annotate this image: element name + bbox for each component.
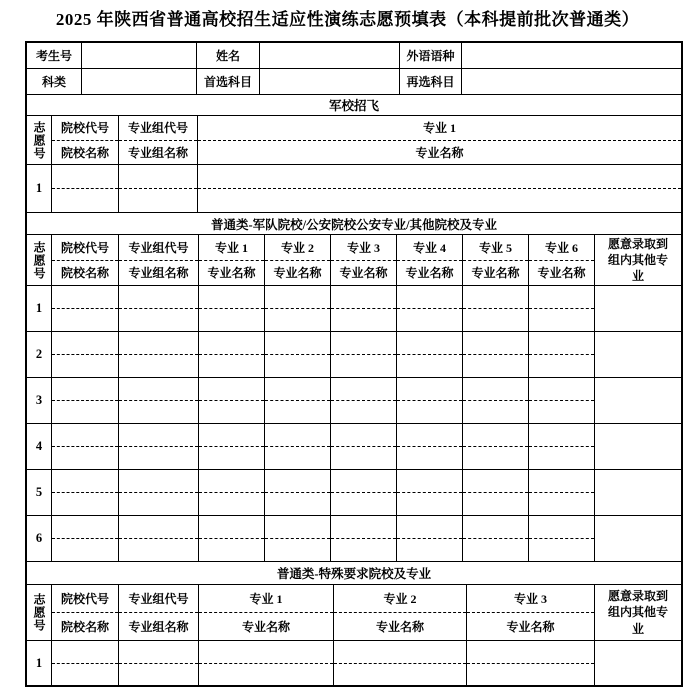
- major-fill-cell: [529, 424, 595, 470]
- major-fill-cell: [463, 516, 529, 562]
- accept-other-major-fill-cell: [595, 424, 681, 470]
- major-fill-cell: [463, 424, 529, 470]
- name-label: 姓名: [197, 43, 260, 69]
- major-group-fill-cell: [119, 470, 199, 516]
- major-4-header: 专业 4 专业名称: [397, 235, 463, 286]
- major-fill-cell: [397, 286, 463, 332]
- major-fill-cell: [199, 470, 265, 516]
- row-number: 4: [27, 424, 52, 470]
- first-choice-subject-field: [260, 69, 400, 95]
- candidate-number-field: [82, 43, 197, 69]
- major-group-code-header: 专业组代号 专业组名称: [119, 116, 198, 165]
- major-fill-cell: [529, 286, 595, 332]
- section-special-requirements-header: [27, 585, 681, 641]
- major-3-header: 专业 3 专业名称: [467, 585, 595, 641]
- major-fill-cell: [265, 516, 331, 562]
- second-choice-subject-label: 再选科目: [400, 69, 462, 95]
- major-fill-cell: [331, 378, 397, 424]
- accept-other-major-fill-cell: [595, 516, 681, 562]
- section-regular-row: [27, 470, 681, 516]
- major-2-header: 专业 2 专业名称: [265, 235, 331, 286]
- major-fill-cell: [397, 332, 463, 378]
- major-1-header: 专业 1 专业名称: [199, 235, 265, 286]
- college-fill-cell: [52, 516, 119, 562]
- college-code-header: 院校代号 院校名称: [52, 235, 119, 286]
- major-fill-cell: [463, 378, 529, 424]
- major-fill-cell: [265, 424, 331, 470]
- accept-other-major-fill-cell: [595, 378, 681, 424]
- college-fill-cell: [52, 470, 119, 516]
- accept-other-major-fill-cell: [595, 641, 681, 685]
- major-fill-cell: [199, 424, 265, 470]
- major-group-code-header: 专业组代号 专业组名称: [119, 235, 199, 286]
- info-row-1: [27, 43, 681, 69]
- major-1-header: 专业 1 专业名称: [199, 585, 334, 641]
- section-regular-row: [27, 378, 681, 424]
- major-fill-cell: [331, 286, 397, 332]
- major-fill-cell: [199, 641, 334, 685]
- subject-category-label: 科类: [27, 69, 82, 95]
- foreign-language-field: [462, 43, 681, 69]
- section-military-aviation-title: 军校招飞: [27, 95, 681, 116]
- major-fill-cell: [529, 378, 595, 424]
- second-choice-subject-field: [462, 69, 681, 95]
- accept-other-major-fill-cell: [595, 470, 681, 516]
- major-fill-cell: [397, 516, 463, 562]
- section-regular-military-police-header: [27, 235, 681, 286]
- volunteer-no-header: 志愿号: [27, 235, 52, 286]
- major-fill-cell: [265, 286, 331, 332]
- accept-other-major-fill-cell: [595, 332, 681, 378]
- major-group-fill-cell: [119, 286, 199, 332]
- major-fill-cell: [199, 378, 265, 424]
- major-group-fill-cell: [119, 516, 199, 562]
- major-fill-cell: [199, 332, 265, 378]
- college-fill-cell: [52, 424, 119, 470]
- college-fill-cell: [52, 378, 119, 424]
- info-row-2: [27, 69, 681, 95]
- volunteer-no-header: 志愿号: [27, 116, 52, 165]
- section-special-requirements-title: 普通类-特殊要求院校及专业: [27, 562, 681, 585]
- candidate-number-label: 考生号: [27, 43, 82, 69]
- volunteer-no-header: 志愿号: [27, 585, 52, 641]
- row-number: 1: [27, 286, 52, 332]
- first-choice-subject-label: 首选科目: [197, 69, 260, 95]
- major-fill-cell: [467, 641, 595, 685]
- section-regular-military-police-title: 普通类-军队院校/公安院校公安专业/其他院校及专业: [27, 213, 681, 235]
- section-regular-row: [27, 516, 681, 562]
- major-fill-cell: [529, 470, 595, 516]
- major-5-header: 专业 5 专业名称: [463, 235, 529, 286]
- major-group-fill-cell: [119, 332, 199, 378]
- row-number: 6: [27, 516, 52, 562]
- subject-category-field: [82, 69, 197, 95]
- row-number: 1: [27, 165, 52, 213]
- major-2-header: 专业 2 专业名称: [334, 585, 467, 641]
- major-fill-cell: [199, 286, 265, 332]
- major-1-header: 专业 1 专业名称: [198, 116, 681, 165]
- college-fill-cell: [52, 165, 119, 213]
- college-fill-cell: [52, 332, 119, 378]
- major-fill-cell: [529, 516, 595, 562]
- section-military-aviation-header: [27, 116, 681, 165]
- major-fill-cell: [198, 165, 681, 213]
- row-number: 1: [27, 641, 52, 685]
- accept-other-major-header: 愿意录取到组内其他专业: [595, 235, 681, 286]
- major-fill-cell: [331, 516, 397, 562]
- major-group-fill-cell: [119, 424, 199, 470]
- row-number: 3: [27, 378, 52, 424]
- college-code-header: 院校代号 院校名称: [52, 585, 119, 641]
- form-title: 2025 年陕西省普通高校招生适应性演练志愿预填表（本科提前批次普通类）: [55, 10, 640, 29]
- application-form-table: [25, 41, 683, 687]
- major-3-header: 专业 3 专业名称: [331, 235, 397, 286]
- major-group-fill-cell: [119, 641, 199, 685]
- major-fill-cell: [199, 516, 265, 562]
- section-military-aviation-row: [27, 165, 681, 213]
- row-number: 2: [27, 332, 52, 378]
- major-fill-cell: [463, 470, 529, 516]
- major-fill-cell: [397, 470, 463, 516]
- major-fill-cell: [331, 332, 397, 378]
- section-special-row: [27, 641, 681, 685]
- foreign-language-label: 外语语种: [400, 43, 462, 69]
- major-fill-cell: [265, 378, 331, 424]
- major-fill-cell: [397, 378, 463, 424]
- section-regular-row: [27, 424, 681, 470]
- college-code-header: 院校代号 院校名称: [52, 116, 119, 165]
- major-6-header: 专业 6 专业名称: [529, 235, 595, 286]
- major-fill-cell: [529, 332, 595, 378]
- major-fill-cell: [265, 332, 331, 378]
- section-regular-row: [27, 332, 681, 378]
- name-field: [260, 43, 400, 69]
- major-fill-cell: [334, 641, 467, 685]
- major-group-fill-cell: [119, 378, 199, 424]
- major-fill-cell: [265, 470, 331, 516]
- college-fill-cell: [52, 286, 119, 332]
- accept-other-major-fill-cell: [595, 286, 681, 332]
- major-fill-cell: [331, 470, 397, 516]
- major-fill-cell: [463, 332, 529, 378]
- row-number: 5: [27, 470, 52, 516]
- major-fill-cell: [463, 286, 529, 332]
- section-regular-row: [27, 286, 681, 332]
- major-fill-cell: [331, 424, 397, 470]
- college-fill-cell: [52, 641, 119, 685]
- major-group-fill-cell: [119, 165, 198, 213]
- major-group-code-header: 专业组代号 专业组名称: [119, 585, 199, 641]
- accept-other-major-header: 愿意录取到组内其他专业: [595, 585, 681, 641]
- major-fill-cell: [397, 424, 463, 470]
